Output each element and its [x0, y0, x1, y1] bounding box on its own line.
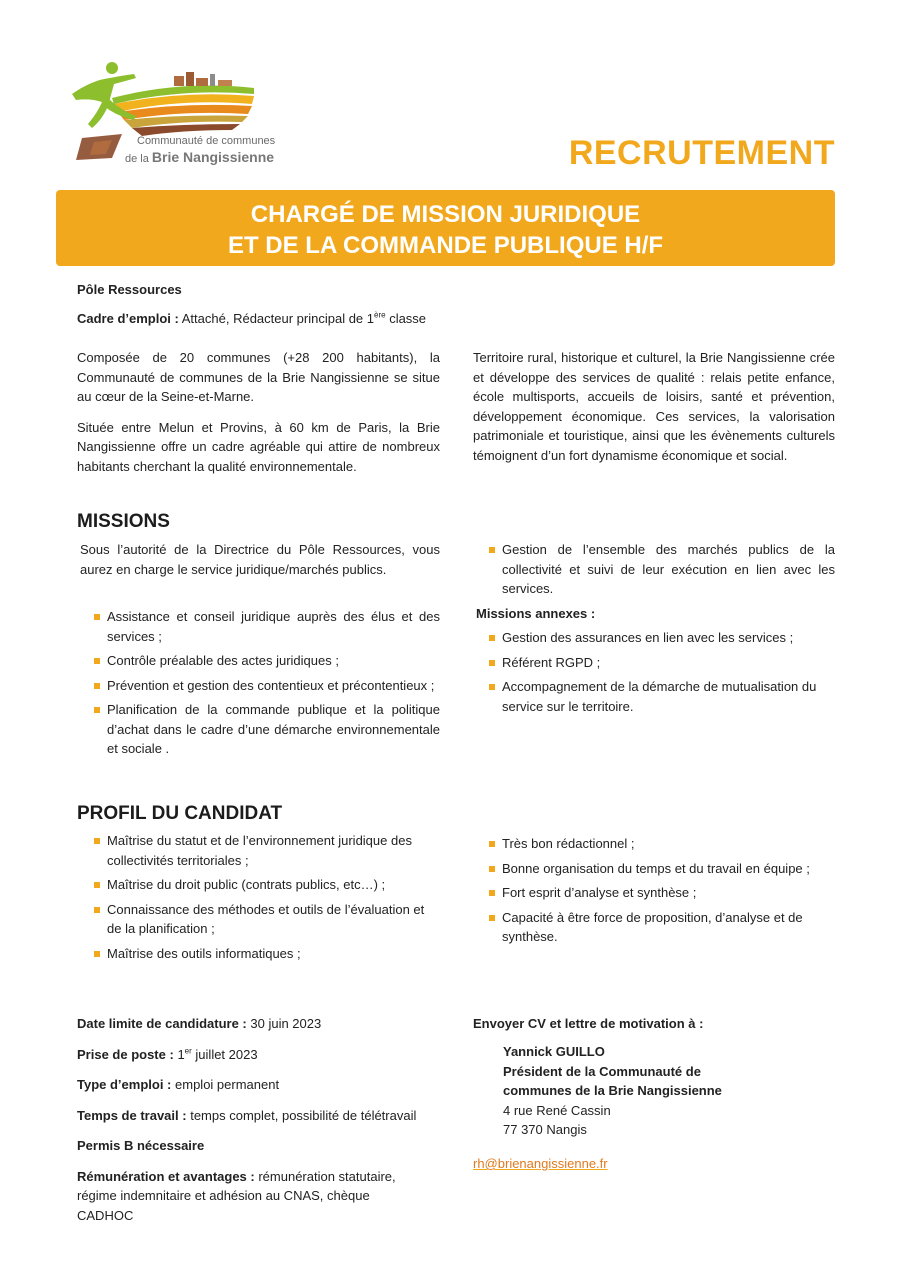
profile-list-left: [94, 831, 440, 968]
job-details: [77, 1014, 417, 1236]
time-label: Temps de travail :: [77, 1107, 187, 1123]
list-item: Connaissance des méthodes et outils de l’évaluation et de la planification ;: [94, 900, 440, 939]
logo-name: Brie Nangissienne: [151, 149, 275, 165]
list-item: Très bon rédactionnel ;: [489, 834, 839, 854]
type-value: emploi permanent: [175, 1077, 280, 1092]
cadre-value: Attaché, Rédacteur principal de 1: [181, 311, 374, 326]
missions-annex-list: [489, 628, 835, 721]
missions-list-left: [94, 607, 440, 764]
list-item: Gestion des assurances en lien avec les services ;: [489, 628, 835, 648]
list-item: Bonne organisation du temps et du travail en équipe ;: [489, 859, 839, 879]
list-item: Fort esprit d’analyse et synthèse ;: [489, 883, 839, 903]
type-label: Type d’emploi :: [77, 1077, 172, 1092]
pay-label: Rémunération et avantages :: [77, 1168, 255, 1184]
job-title-banner: [56, 190, 835, 266]
contact-role-2: communes de la Brie Nangissienne: [503, 1083, 722, 1098]
list-item: Maîtrise des outils informatiques ;: [94, 944, 440, 964]
contact-role-1: Président de la Communauté de: [503, 1063, 701, 1079]
list-item: Assistance et conseil juridique auprès des élus et des services ;: [94, 607, 440, 646]
pay-value: rémunération statutaire, régime indemnitaire et adhésion au CNAS, chèque CADHOC: [77, 1168, 396, 1223]
start-line: [77, 1045, 417, 1065]
contact-name: Yannick GUILLO: [503, 1044, 605, 1059]
list-item: Gestion de l’ensemble des marchés publics de la collectivité et suivi de leur exécution en lien avec les services.: [489, 540, 835, 599]
intro-left: [77, 348, 440, 487]
job-title-line1: CHARGÉ DE MISSION JURIDIQUE: [250, 201, 641, 228]
missions-annex-label: Missions annexes :: [476, 606, 596, 621]
contact-address: [503, 1042, 803, 1140]
profile-heading: PROFIL DU CANDIDAT: [77, 803, 283, 824]
job-title-line2: ET DE LA COMMANDE PUBLIQUE H/F: [227, 232, 664, 259]
list-item: Prévention et gestion des contentieux et précontentieux ;: [94, 676, 440, 696]
intro-paragraph: Territoire rural, historique et culturel, la Brie Nangissienne crée et développe des services de qualité : relais petite enfance, école multisports, accueils de loisirs, santé et prévention, développement économique. Ces services, la valorisation patrimoniale et touristique, ainsi que les évènements culturels témoignent d’un fort dynamisme économique et social.: [473, 350, 835, 463]
deadline-label: Date limite de candidature :: [77, 1016, 247, 1031]
pay-line: [77, 1167, 417, 1226]
start-sup: er: [184, 1046, 192, 1056]
list-item: Accompagnement de la démarche de mutualisation du service sur le territoire.: [489, 677, 835, 716]
start-label: Prise de poste :: [77, 1046, 174, 1062]
contact-email-link[interactable]: rh@brienangissienne.fr: [473, 1156, 608, 1171]
time-value: temps complet, possibilité de télétravail: [190, 1107, 417, 1123]
intro-paragraph: Située entre Melun et Provins, à 60 km de Paris, la Brie Nangissienne offre un cadre agréable qui attire de nombreux habitants cherchant la qualité environnementale.: [77, 419, 440, 474]
logo-text-line1: Communauté de communes: [137, 135, 276, 147]
contact-street: 4 rue René Cassin: [503, 1102, 611, 1118]
list-item: Capacité à être force de proposition, d’analyse et de synthèse.: [489, 908, 839, 947]
start-rest: juillet 2023: [195, 1046, 258, 1062]
start-day: 1: [177, 1046, 185, 1062]
cadre-suffix: classe: [389, 311, 427, 326]
missions-heading: MISSIONS: [77, 511, 170, 532]
deadline-value: 30 juin 2023: [250, 1016, 322, 1031]
cadre-label: Cadre d’emploi :: [77, 311, 179, 326]
list-item: Contrôle préalable des actes juridiques ;: [94, 651, 440, 671]
missions-intro: Sous l’autorité de la Directrice du Pôle Ressources, vous aurez en charge le service juridique/marchés publics.: [80, 542, 440, 577]
contact-city: 77 370 Nangis: [503, 1122, 587, 1137]
permit-line: Permis B nécessaire: [77, 1138, 205, 1153]
list-item: Maîtrise du statut et de l’environnement juridique des collectivités territoriales ;: [94, 831, 440, 870]
list-item: Planification de la commande publique et la politique d’achat dans le cadre d’une démarche environnementale et sociale .: [94, 700, 440, 759]
logo-text-line2: [125, 149, 274, 166]
intro-paragraph: Composée de 20 communes (+28 200 habitants), la Communauté de communes de la Brie Nangissienne se situe au cœur de la Seine-et-Marne.: [77, 350, 440, 404]
list-item: Référent RGPD ;: [489, 653, 835, 673]
time-line: [77, 1106, 417, 1126]
profile-list-right: [489, 834, 839, 952]
missions-list-right: [489, 540, 835, 604]
pole-label: Pôle Ressources: [77, 282, 182, 297]
recruitment-heading: RECRUTEMENT: [568, 134, 835, 172]
logo-prefix: de la: [125, 153, 149, 165]
deadline-line: [77, 1014, 417, 1034]
type-line: [77, 1075, 417, 1095]
cadre-sup: ère: [374, 310, 386, 320]
list-item: Maîtrise du droit public (contrats publics, etc…) ;: [94, 875, 440, 895]
contact-label: Envoyer CV et lettre de motivation à :: [473, 1016, 704, 1031]
cadre-line: [77, 309, 426, 329]
intro-right: [473, 348, 835, 465]
